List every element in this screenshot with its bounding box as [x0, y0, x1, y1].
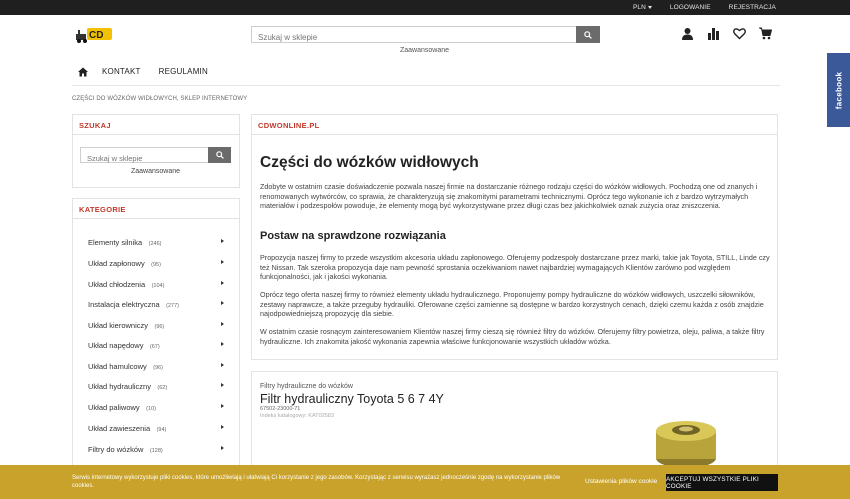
search-input[interactable]	[252, 30, 572, 45]
chevron-right-icon	[221, 446, 224, 450]
search-button[interactable]	[576, 26, 600, 43]
product-title[interactable]: Filtr hydrauliczny Toyota 5 6 7 4Y	[260, 392, 444, 406]
chevron-right-icon	[221, 239, 224, 243]
chevron-down-icon	[648, 6, 652, 9]
category-count: (246)	[148, 240, 162, 247]
category-count: (277)	[166, 302, 179, 309]
top-bar	[0, 0, 850, 15]
currency-label: PLN	[632, 4, 646, 11]
category-item[interactable]	[72, 333, 240, 354]
categories-title: KATEGORIE	[79, 205, 126, 214]
category-count: (62)	[157, 384, 168, 391]
category-item[interactable]	[72, 313, 240, 334]
sidebar-search-input[interactable]	[81, 152, 207, 166]
facebook-label: facebook	[834, 71, 843, 109]
content-box-title: CDWONLINE.PL	[258, 121, 320, 130]
product-category[interactable]: Filtry hydrauliczne do wózków	[260, 383, 353, 390]
product-code: 67502-23000-71	[260, 406, 301, 412]
user-icon[interactable]	[681, 27, 694, 40]
cookie-bar	[0, 465, 850, 499]
category-item[interactable]	[72, 251, 240, 272]
category-item[interactable]	[72, 395, 240, 416]
chevron-right-icon	[221, 404, 224, 408]
cookie-text: Serwis internetowy wykorzystuje pliki cookies, które umożliwiają i ułatwiają Ci korzystanie z jego zasobów. Korzystając z serwisu wyrażasz jednocześnie zgodę na wykorzystanie plików cookies.	[72, 475, 561, 489]
nav-terms[interactable]: REGULAMIN	[158, 67, 208, 76]
facebook-tab[interactable]	[827, 53, 850, 127]
category-item[interactable]	[72, 437, 240, 458]
category-count: (104)	[151, 282, 165, 289]
heart-icon[interactable]	[733, 27, 746, 40]
chevron-right-icon	[221, 260, 224, 264]
category-count: (67)	[149, 343, 160, 350]
accept-cookies-button[interactable]: AKCEPTUJ WSZYSTKIE PLIKI COOKIE	[666, 474, 778, 491]
sidebar-search-title: SZUKAJ	[79, 121, 111, 130]
category-label: Układ hamulcowy	[88, 361, 147, 371]
currency-selector[interactable]	[615, 4, 652, 11]
register-link[interactable]: REJESTRACJA	[728, 4, 776, 11]
sidebar-search-button[interactable]	[208, 147, 231, 163]
category-label: Układ hydrauliczny	[88, 381, 151, 391]
advanced-search-link[interactable]: Zaawansowane	[400, 47, 450, 54]
section-heading: Postaw na sprawdzone rozwiązania	[260, 230, 446, 242]
search-icon	[216, 151, 224, 159]
category-label: Układ kierowniczy	[88, 320, 149, 330]
category-count: (10)	[146, 405, 156, 412]
header-icons	[681, 27, 772, 40]
product-catalog-index: Indeks katalogowy: KAT02583	[260, 413, 334, 419]
category-label: Układ zapłonowy	[88, 258, 145, 268]
intro-paragraph: Zdobyte w ostatnim czasie doświadczenie pozwala naszej firmie na dostarczanie różnego rodzaju części do wózków widłowych. Pochodzą one od znanych i renomowanych wytwórców, co sprawia, że charakteryzują się znakomitymi parametrami technicznymi. Oprócz tego wykonanie ich z bardzo wytrzymałych materiałów i podzespołów powoduje, że elementy mogą być wykorzystywane przez długi czas bez jakichkolwiek oznak zużycia oraz zniszczenia.	[260, 182, 758, 211]
cart-icon[interactable]	[759, 27, 772, 40]
category-count: (95)	[151, 261, 161, 268]
paragraph-filters: W ostatnim czasie rosnącym zainteresowaniem Klientów naszej firmy cieszą się również filtry do wózków. Oferujemy filtry powietrza, oleju, paliwa, a także filtry hydrauliczne. Ich znakomita jakość wykonania zapewnia właściwe funkcjonowanie wszystkich układów wózka.	[260, 327, 765, 346]
category-label: Układ paliwowy	[88, 402, 140, 412]
category-item[interactable]	[72, 374, 240, 395]
search-icon	[584, 31, 592, 39]
chevron-right-icon	[221, 342, 224, 346]
page-title: Części do wózków widłowych	[260, 154, 479, 171]
paragraph-hydraulics: Oprócz tego oferta naszej firmy to również elementy układu hydraulicznego. Proponujemy pompy hydrauliczne do wózków widłowych, uszczelki siłowników, zestawy naprawcze, a także przeguby hydrauliki. Oferowane części zamienne są dostępne w bardzo korzystnych cenach, dzięki czemu każda z osób znajdzie najodpowiedniejszą propozycję dla siebie.	[260, 290, 764, 319]
category-label: Układ chłodzenia	[88, 279, 146, 289]
sidebar-advanced-link[interactable]: Zaawansowane	[131, 168, 181, 175]
chevron-right-icon	[221, 425, 224, 429]
category-item[interactable]	[72, 230, 240, 251]
chevron-right-icon	[221, 322, 224, 326]
header	[0, 15, 850, 58]
login-link[interactable]: LOGOWANIE	[669, 4, 711, 11]
chevron-right-icon	[221, 383, 224, 387]
category-label: Instalacja elektryczna	[88, 299, 160, 309]
main-nav	[72, 58, 780, 86]
sidebar-search	[80, 147, 231, 163]
category-count: (96)	[153, 364, 164, 371]
compare-icon[interactable]	[707, 27, 720, 40]
product-image[interactable]	[646, 413, 726, 468]
category-label: Elementy silnika	[88, 237, 143, 247]
category-count: (128)	[149, 447, 163, 454]
category-item[interactable]	[72, 416, 240, 437]
logo[interactable]	[76, 27, 114, 43]
paragraph-ignition: Propozycja naszej firmy to przede wszystkim akcesoria układu zapłonowego. Oferujemy podzespoły dostarczane przez marki, takie jak Toyota, STILL, Linde czy też Nissan. Tak szeroka propozycja daje nam pewność sprostania oczekiwaniom nawet najbardziej wymagających Klientów zarówno pod względem funkcjonalności, jak i jakości wykonania.	[260, 253, 770, 282]
category-label: Układ zawieszenia	[88, 423, 151, 433]
chevron-right-icon	[221, 281, 224, 285]
chevron-right-icon	[221, 363, 224, 367]
category-label: Filtry do wózków	[88, 444, 144, 454]
svg-text:CD: CD	[89, 30, 104, 41]
category-count: (96)	[154, 323, 165, 330]
cookie-settings-link[interactable]: Ustawienia plików cookie	[585, 478, 658, 485]
header-search	[251, 26, 600, 43]
chevron-right-icon	[221, 301, 224, 305]
category-item[interactable]	[72, 354, 240, 375]
category-item[interactable]	[72, 272, 240, 293]
nav-contact[interactable]: KONTAKT	[102, 67, 141, 76]
category-label: Układ napędowy	[88, 340, 144, 350]
category-item[interactable]	[72, 292, 240, 313]
category-count: (94)	[156, 426, 167, 433]
breadcrumb[interactable]: CZĘŚCI DO WÓZKÓW WIDŁOWYCH, SKLEP INTERNETOWY	[72, 96, 248, 102]
home-icon[interactable]	[78, 67, 88, 77]
